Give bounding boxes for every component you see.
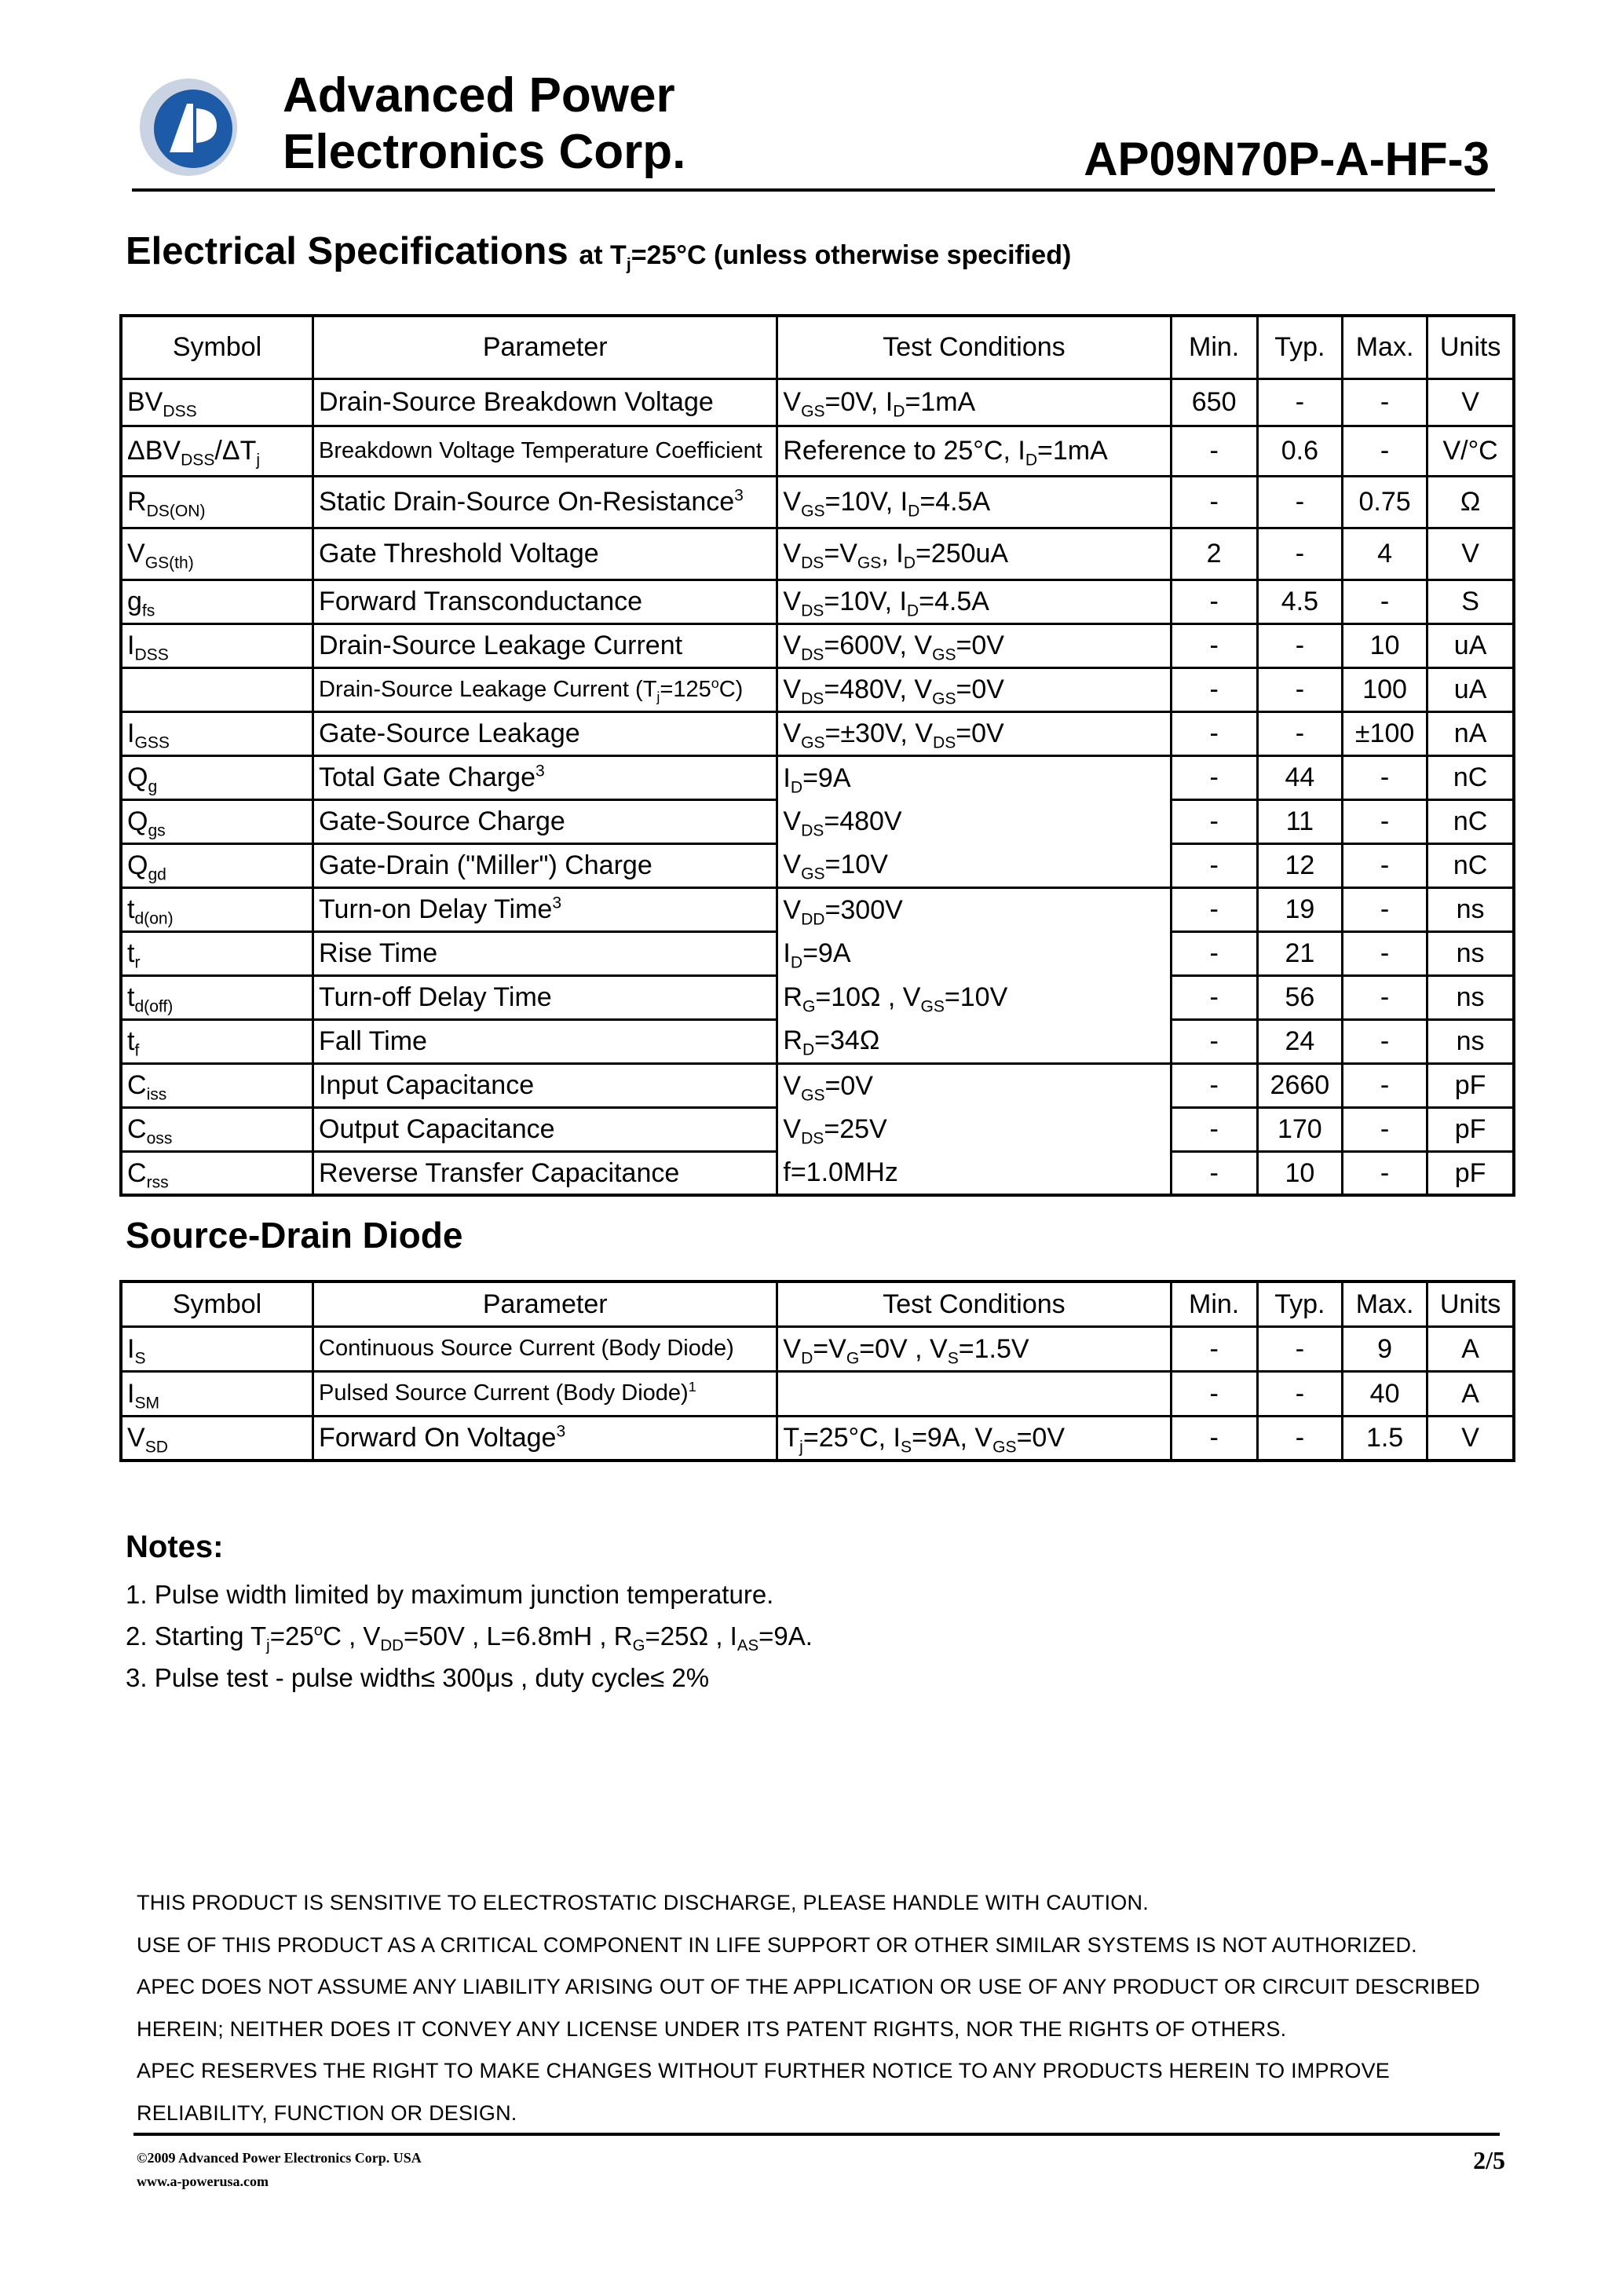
min-value-cell: - xyxy=(1171,1371,1257,1416)
company-logo xyxy=(138,77,239,177)
symbol-cell: $Q_{gs}$ xyxy=(121,799,313,843)
unit-cell: V xyxy=(1427,378,1514,426)
max-value-cell: - xyxy=(1342,887,1427,931)
spec-table-body xyxy=(121,378,1514,1195)
min-value-cell: 650 xyxy=(1171,378,1257,426)
min-value-cell: - xyxy=(1171,755,1257,799)
typ-value-cell: 11 xyxy=(1257,799,1342,843)
footer-divider xyxy=(133,2133,1500,2136)
parameter-cell: Gate Threshold Voltage xyxy=(313,528,777,579)
table-row xyxy=(121,528,1514,579)
symbol-cell: $C_{iss}$ xyxy=(121,1063,313,1107)
table-row xyxy=(121,1063,1514,1107)
company-name-line2: Electronics Corp. xyxy=(283,125,686,179)
test-condition-cell: $V_{GS}=10V$ xyxy=(777,843,1171,887)
typ-value-cell: 10 xyxy=(1257,1151,1342,1195)
test-condition-cell: $V_{GS}=\pm 30V$, $V_{DS}=0V$ xyxy=(777,711,1171,755)
test-condition-cell: $V_{DD}=300V$ xyxy=(777,887,1171,931)
source-drain-diode-title: Source-Drain Diode xyxy=(126,1215,463,1256)
max-value-cell: - xyxy=(1342,755,1427,799)
min-value-cell: - xyxy=(1171,623,1257,667)
unit-cell: ns xyxy=(1427,975,1514,1019)
min-value-cell: - xyxy=(1171,711,1257,755)
test-condition-cell: $V_{DS}=10V$, $I_D=4.5A$ xyxy=(777,579,1171,623)
symbol-cell: $R_{DS(ON)}$ xyxy=(121,476,313,528)
parameter-cell: Drain-Source Leakage Current xyxy=(313,623,777,667)
unit-cell: ns xyxy=(1427,931,1514,975)
parameter-cell: Input Capacitance xyxy=(313,1063,777,1107)
max-value-cell: 10 xyxy=(1342,623,1427,667)
unit-cell: nC xyxy=(1427,799,1514,843)
parameter-cell: Total Gate Charge$^3$ xyxy=(313,755,777,799)
symbol-cell: $t_{d(off)}$ xyxy=(121,975,313,1019)
min-value-cell: - xyxy=(1171,843,1257,887)
symbol-cell: $I_S$ xyxy=(121,1326,313,1371)
typ-value-cell: - xyxy=(1257,1326,1342,1371)
parameter-cell: Drain-Source Breakdown Voltage xyxy=(313,378,777,426)
parameter-cell: Fall Time xyxy=(313,1019,777,1063)
test-condition-cell: $V_{DS}=480V$ xyxy=(777,799,1171,843)
test-condition-cell: $V_{GS}=0V$ xyxy=(777,1063,1171,1107)
max-value-cell: - xyxy=(1342,426,1427,476)
unit-cell: pF xyxy=(1427,1063,1514,1107)
typ-value-cell: 0.6 xyxy=(1257,426,1342,476)
min-value-cell: - xyxy=(1171,426,1257,476)
typ-value-cell: - xyxy=(1257,711,1342,755)
min-value-cell: - xyxy=(1171,1107,1257,1151)
company-name xyxy=(283,68,685,181)
parameter-cell: Forward Transconductance xyxy=(313,579,777,623)
parameter-cell: Rise Time xyxy=(313,931,777,975)
parameter-cell: Output Capacitance xyxy=(313,1107,777,1151)
symbol-cell: $BV_{DSS}$ xyxy=(121,378,313,426)
min-value-cell: - xyxy=(1171,579,1257,623)
table-row xyxy=(121,579,1514,623)
test-condition-cell: $V_{DS}=480V$, $V_{GS}=0V$ xyxy=(777,667,1171,711)
max-value-cell: 9 xyxy=(1342,1326,1427,1371)
table-row xyxy=(121,667,1514,711)
table-row xyxy=(121,1326,1514,1371)
note-item: 1. Pulse width limited by maximum junction temperature. xyxy=(126,1580,774,1609)
typ-value-cell: 19 xyxy=(1257,887,1342,931)
test-condition-cell: $V_{GS}=0V$, $I_D=1mA$ xyxy=(777,378,1171,426)
symbol-cell: $C_{rss}$ xyxy=(121,1151,313,1195)
typ-value-cell: - xyxy=(1257,528,1342,579)
unit-cell: A xyxy=(1427,1326,1514,1371)
company-name-line1: Advanced Power xyxy=(283,68,675,122)
test-condition-cell: $R_G=10\Omega$ , $V_{GS}=10V$ xyxy=(777,975,1171,1019)
page-number: 2/5 xyxy=(1473,2146,1505,2174)
parameter-cell: Gate-Drain ("Miller") Charge xyxy=(313,843,777,887)
parameter-cell: Static Drain-Source On-Resistance$^3$ xyxy=(313,476,777,528)
column-header: Typ. xyxy=(1257,316,1342,378)
min-value-cell: - xyxy=(1171,1151,1257,1195)
diode-table-header-row xyxy=(121,1281,1514,1326)
max-value-cell: ±100 xyxy=(1342,711,1427,755)
test-condition-cell: $I_D=9A$ xyxy=(777,931,1171,975)
typ-value-cell: 21 xyxy=(1257,931,1342,975)
parameter-cell: Gate-Source Charge xyxy=(313,799,777,843)
min-value-cell: 2 xyxy=(1171,528,1257,579)
table-row xyxy=(121,623,1514,667)
symbol-cell: $I_{DSS}$ xyxy=(121,623,313,667)
footer-copyright: ©2009 Advanced Power Electronics Corp. USA xyxy=(137,2150,422,2166)
max-value-cell: - xyxy=(1342,1107,1427,1151)
table-row xyxy=(121,1416,1514,1461)
column-header: Min. xyxy=(1171,316,1257,378)
unit-cell: pF xyxy=(1427,1107,1514,1151)
max-value-cell: - xyxy=(1342,843,1427,887)
disclaimer-line: APEC RESERVES THE RIGHT TO MAKE CHANGES WITHOUT FURTHER NOTICE TO ANY PRODUCTS HEREIN TO IMPROVE xyxy=(137,2059,1390,2082)
table-row xyxy=(121,426,1514,476)
unit-cell: S xyxy=(1427,579,1514,623)
test-condition-cell: $V_{DS}=600V$, $V_{GS}=0V$ xyxy=(777,623,1171,667)
test-condition-cell: f=1.0MHz xyxy=(777,1151,1171,1195)
electrical-specifications-title xyxy=(126,229,1071,273)
column-header: Symbol xyxy=(121,1281,313,1326)
disclaimer-line: THIS PRODUCT IS SENSITIVE TO ELECTROSTATIC DISCHARGE, PLEASE HANDLE WITH CAUTION. xyxy=(137,1891,1149,1914)
test-condition-cell: $I_D=9A$ xyxy=(777,755,1171,799)
unit-cell: uA xyxy=(1427,623,1514,667)
unit-cell: Ω xyxy=(1427,476,1514,528)
parameter-cell: Pulsed Source Current (Body Diode)$^1$ xyxy=(313,1371,777,1416)
unit-cell: pF xyxy=(1427,1151,1514,1195)
parameter-cell: Turn-on Delay Time$^3$ xyxy=(313,887,777,931)
symbol-cell: $t_{d(on)}$ xyxy=(121,887,313,931)
symbol-cell: $t_f$ xyxy=(121,1019,313,1063)
max-value-cell: 0.75 xyxy=(1342,476,1427,528)
spec-title-main: Electrical Specifications xyxy=(126,230,568,272)
test-condition-cell: $V_D=V_G=0V$ , $V_S=1.5V$ xyxy=(777,1326,1171,1371)
test-condition-cell: $T_j=25^\circ C$, $I_S=9A$, $V_{GS}=0V$ xyxy=(777,1416,1171,1461)
table-row xyxy=(121,843,1514,887)
unit-cell: V xyxy=(1427,1416,1514,1461)
typ-value-cell: 56 xyxy=(1257,975,1342,1019)
unit-cell: ns xyxy=(1427,1019,1514,1063)
symbol-cell: $t_r$ xyxy=(121,931,313,975)
test-condition-cell: Reference to 25°C, $I_D=1mA$ xyxy=(777,426,1171,476)
unit-cell: ns xyxy=(1427,887,1514,931)
max-value-cell: 100 xyxy=(1342,667,1427,711)
min-value-cell: - xyxy=(1171,975,1257,1019)
symbol-cell: $I_{SM}$ xyxy=(121,1371,313,1416)
notes-title: Notes: xyxy=(126,1530,224,1564)
max-value-cell: - xyxy=(1342,799,1427,843)
test-condition-cell: $R_D=34\Omega$ xyxy=(777,1019,1171,1063)
column-header: Typ. xyxy=(1257,1281,1342,1326)
table-row xyxy=(121,711,1514,755)
min-value-cell: - xyxy=(1171,667,1257,711)
max-value-cell: - xyxy=(1342,1063,1427,1107)
symbol-cell: $V_{GS(th)}$ xyxy=(121,528,313,579)
min-value-cell: - xyxy=(1171,799,1257,843)
min-value-cell: - xyxy=(1171,1416,1257,1461)
typ-value-cell: 2660 xyxy=(1257,1063,1342,1107)
max-value-cell: - xyxy=(1342,378,1427,426)
column-header: Parameter xyxy=(313,316,777,378)
spec-table-header-row xyxy=(121,316,1514,378)
symbol-cell: $Q_g$ xyxy=(121,755,313,799)
unit-cell: nA xyxy=(1427,711,1514,755)
table-row xyxy=(121,476,1514,528)
column-header: Symbol xyxy=(121,316,313,378)
symbol-cell: $g_{fs}$ xyxy=(121,579,313,623)
column-header: Units xyxy=(1427,316,1514,378)
parameter-cell: Breakdown Voltage Temperature Coefficient xyxy=(313,426,777,476)
max-value-cell: - xyxy=(1342,931,1427,975)
typ-value-cell: 170 xyxy=(1257,1107,1342,1151)
max-value-cell: - xyxy=(1342,579,1427,623)
min-value-cell: - xyxy=(1171,887,1257,931)
diode-table-body xyxy=(121,1326,1514,1461)
column-header: Test Conditions xyxy=(777,1281,1171,1326)
symbol-cell: $\Delta BV_{DSS}/\Delta T_j$ xyxy=(121,426,313,476)
max-value-cell: 1.5 xyxy=(1342,1416,1427,1461)
unit-cell: uA xyxy=(1427,667,1514,711)
typ-value-cell: - xyxy=(1257,667,1342,711)
test-condition-cell: $V_{GS}=10V$, $I_D=4.5A$ xyxy=(777,476,1171,528)
spec-title-conditions: at $T_j=25^\circ C$ (unless otherwise specified) xyxy=(579,240,1072,274)
symbol-cell: $V_{SD}$ xyxy=(121,1416,313,1461)
min-value-cell: - xyxy=(1171,476,1257,528)
disclaimer-line: APEC DOES NOT ASSUME ANY LIABILITY ARISING OUT OF THE APPLICATION OR USE OF ANY PRODUCT OR CIRCUIT DESCRIBED xyxy=(137,1975,1480,1998)
parameter-cell: Forward On Voltage$^3$ xyxy=(313,1416,777,1461)
symbol-cell: $C_{oss}$ xyxy=(121,1107,313,1151)
unit-cell: nC xyxy=(1427,843,1514,887)
max-value-cell: - xyxy=(1342,975,1427,1019)
part-number: AP09N70P-A-HF-3 xyxy=(1084,133,1490,185)
test-condition-cell xyxy=(777,1371,1171,1416)
max-value-cell: 4 xyxy=(1342,528,1427,579)
parameter-cell: Turn-off Delay Time xyxy=(313,975,777,1019)
column-header: Max. xyxy=(1342,316,1427,378)
table-row xyxy=(121,1151,1514,1195)
typ-value-cell: - xyxy=(1257,1416,1342,1461)
test-condition-cell: $V_{DS}=25V$ xyxy=(777,1107,1171,1151)
unit-cell: nC xyxy=(1427,755,1514,799)
typ-value-cell: - xyxy=(1257,378,1342,426)
test-condition-cell: $V_{DS}=V_{GS}$, $I_D=250uA$ xyxy=(777,528,1171,579)
table-row xyxy=(121,931,1514,975)
typ-value-cell: 12 xyxy=(1257,843,1342,887)
disclaimer-line: RELIABILITY, FUNCTION OR DESIGN. xyxy=(137,2100,517,2125)
parameter-cell: Gate-Source Leakage xyxy=(313,711,777,755)
typ-value-cell: 24 xyxy=(1257,1019,1342,1063)
disclaimer-line: USE OF THIS PRODUCT AS A CRITICAL COMPONENT IN LIFE SUPPORT OR OTHER SIMILAR SYSTEMS IS NOT AUTHORIZED. xyxy=(137,1932,1417,1957)
column-header: Test Conditions xyxy=(777,316,1171,378)
max-value-cell: 40 xyxy=(1342,1371,1427,1416)
source-drain-diode-table xyxy=(119,1280,1515,1462)
max-value-cell: - xyxy=(1342,1151,1427,1195)
column-header: Max. xyxy=(1342,1281,1427,1326)
unit-cell: A xyxy=(1427,1371,1514,1416)
footer-website: www.a-powerusa.com xyxy=(137,2174,269,2189)
typ-value-cell: - xyxy=(1257,476,1342,528)
table-row xyxy=(121,755,1514,799)
typ-value-cell: - xyxy=(1257,623,1342,667)
column-header: Min. xyxy=(1171,1281,1257,1326)
symbol-cell xyxy=(121,667,313,711)
min-value-cell: - xyxy=(1171,931,1257,975)
table-row xyxy=(121,1107,1514,1151)
min-value-cell: - xyxy=(1171,1326,1257,1371)
parameter-cell: Reverse Transfer Capacitance xyxy=(313,1151,777,1195)
column-header: Parameter xyxy=(313,1281,777,1326)
table-row xyxy=(121,799,1514,843)
symbol-cell: $Q_{gd}$ xyxy=(121,843,313,887)
typ-value-cell: - xyxy=(1257,1371,1342,1416)
note-item: 2. Starting $T_j=25^oC$ , $V_{DD}=50V$ , L=6.8mH , $R_G=25\Omega$ , $I_{AS}=9A$. xyxy=(126,1621,813,1655)
disclaimer-line: HEREIN; NEITHER DOES IT CONVEY ANY LICENSE UNDER ITS PATENT RIGHTS, NOR THE RIGHTS OF OTHERS. xyxy=(137,2016,1287,2041)
column-header: Units xyxy=(1427,1281,1514,1326)
typ-value-cell: 4.5 xyxy=(1257,579,1342,623)
table-row xyxy=(121,378,1514,426)
electrical-specifications-table xyxy=(119,314,1515,1197)
min-value-cell: - xyxy=(1171,1063,1257,1107)
table-row xyxy=(121,1019,1514,1063)
parameter-cell: Continuous Source Current (Body Diode) xyxy=(313,1326,777,1371)
note-item: 3. Pulse test - pulse width≤ 300μs , duty cycle≤ 2% xyxy=(126,1663,710,1692)
parameter-cell: Drain-Source Leakage Current $(T_j=125^oC)$ xyxy=(313,667,777,711)
table-row xyxy=(121,887,1514,931)
max-value-cell: - xyxy=(1342,1019,1427,1063)
table-row xyxy=(121,975,1514,1019)
table-row xyxy=(121,1371,1514,1416)
header-divider xyxy=(132,188,1495,192)
symbol-cell: $I_{GSS}$ xyxy=(121,711,313,755)
unit-cell: V/°C xyxy=(1427,426,1514,476)
min-value-cell: - xyxy=(1171,1019,1257,1063)
typ-value-cell: 44 xyxy=(1257,755,1342,799)
unit-cell: V xyxy=(1427,528,1514,579)
